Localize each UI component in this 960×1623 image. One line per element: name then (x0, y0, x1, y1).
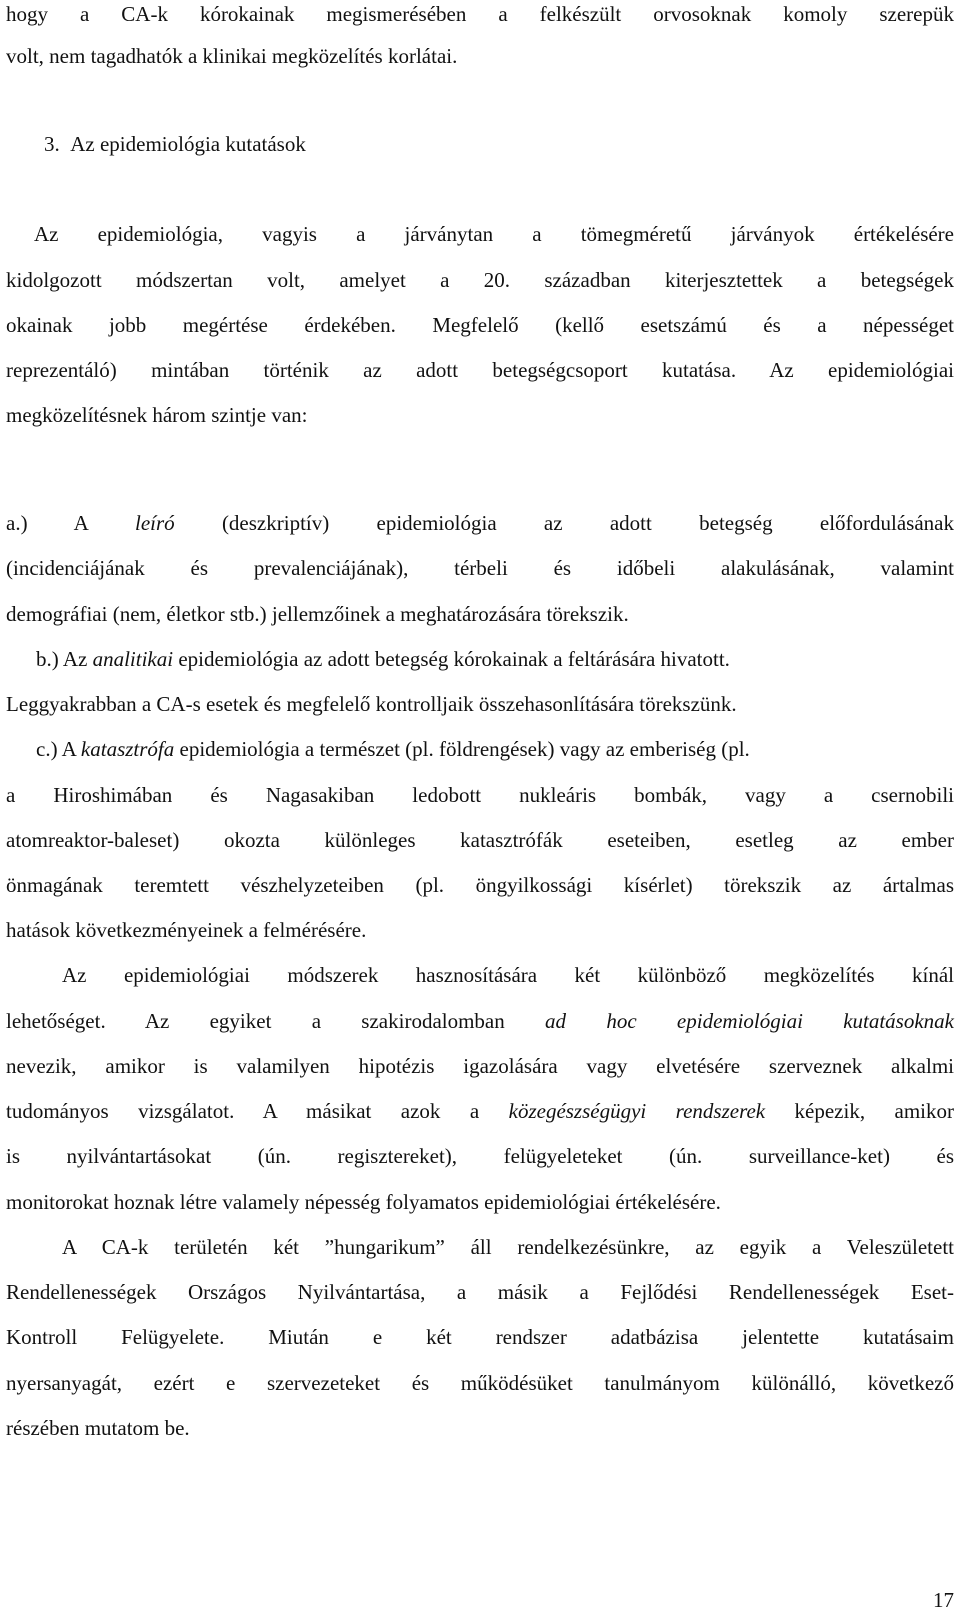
paragraph-line: Az epidemiológiai módszerek hasznosítására két különböző megközelítés kínál (62, 963, 954, 987)
paragraph-line: A CA-k területén két ”hungarikum” áll rendelkezésünkre, az egyik a Veleszületett (62, 1235, 954, 1259)
paragraph-line: nyersanyagát, ezért e szervezeteket és működésüket tanulmányom különálló, következő (6, 1371, 954, 1395)
list-item-c-line: atomreaktor-baleset) okozta különleges katasztrófák eseteiben, esetleg az ember (6, 828, 954, 852)
list-item-c-line: önmagának teremtett vészhelyzeteiben (pl. öngyilkossági kísérlet) törekszik az ártalmas (6, 873, 954, 897)
page-number: 17 (933, 1588, 954, 1612)
emphasis-text: katasztrófa (80, 737, 175, 761)
section-number: 3. (44, 132, 60, 156)
paragraph-line: tudományos vizsgálatot. A másikat azok a közegészségügyi rendszerek képezik, amikor (6, 1099, 955, 1123)
list-item-c-line: hatások következményeinek a felmérésére. (6, 918, 367, 942)
emphasis-text: ad hoc epidemiológiai kutatásoknak (545, 1009, 955, 1033)
list-item-b-line: Leggyakrabban a CA-s esetek és megfelelő kontrolljaik összehasonlítására törekszünk. (6, 692, 737, 716)
emphasis-text: leíró (134, 511, 175, 535)
paragraph-line: lehetőséget. Az egyiket a szakirodalomban ad hoc epidemiológiai kutatásoknak (6, 1009, 955, 1033)
list-item-a-line: (incidenciájának és prevalenciájának), térbeli és időbeli alakulásának, valamint (6, 556, 954, 580)
intro-line: volt, nem tagadhatók a klinikai megközelítés korlátai. (6, 44, 458, 68)
intro-line: hogy a CA-k kórokainak megismerésében a felkészült orvosoknak komoly szerepük (6, 2, 954, 26)
paragraph-line: monitorokat hoznak létre valamely népesség folyamatos epidemiológiai értékelésére. (6, 1190, 721, 1214)
section-title: Az epidemiológia kutatások (70, 132, 306, 156)
paragraph-line: nevezik, amikor is valamilyen hipotézis igazolására vagy elvetésére szerveznek alkalmi (6, 1054, 954, 1078)
emphasis-text: közegészségügyi rendszerek (508, 1099, 766, 1123)
paragraph-line: reprezentáló) mintában történik az adott betegségcsoport kutatása. Az epidemiológiai (6, 358, 954, 382)
paragraph-line: Az epidemiológia, vagyis a járványtan a tömegméretű járványok értékelésére (34, 222, 954, 246)
paragraph-line: megközelítésnek három szintje van: (6, 403, 308, 427)
section-heading (44, 130, 306, 158)
paragraph-line: is nyilvántartásokat (ún. regisztereket), felügyeleteket (ún. surveillance-ket) és (6, 1144, 954, 1168)
paragraph-line: Rendellenességek Országos Nyilvántartása, a másik a Fejlődési Rendellenességek Eset- (6, 1280, 954, 1304)
list-item-a-line: demográfiai (nem, életkor stb.) jellemzőinek a meghatározására törekszik. (6, 602, 629, 626)
paragraph-line: Kontroll Felügyelete. Miután e két rendszer adatbázisa jelentette kutatásaim (6, 1325, 954, 1349)
list-item-c-line: c.) A katasztrófa epidemiológia a természet (pl. földrengések) vagy az emberiség (pl. (36, 737, 750, 761)
paragraph-line: részében mutatom be. (6, 1416, 190, 1440)
emphasis-text: analitikai (92, 647, 174, 671)
list-item-c-line: a Hiroshimában és Nagasakiban ledobott nukleáris bombák, vagy a csernobili (6, 783, 954, 807)
list-item-a-line: a.) A leíró (deszkriptív) epidemiológia az adott betegség előfordulásának (6, 511, 954, 535)
paragraph-line: okainak jobb megértése érdekében. Megfelelő (kellő esetszámú és a népességet (6, 313, 954, 337)
list-item-b-line: b.) Az analitikai epidemiológia az adott betegség kórokainak a feltárására hivatott. (36, 647, 730, 671)
paragraph-line: kidolgozott módszertan volt, amelyet a 20. században kiterjesztettek a betegségek (6, 268, 954, 292)
